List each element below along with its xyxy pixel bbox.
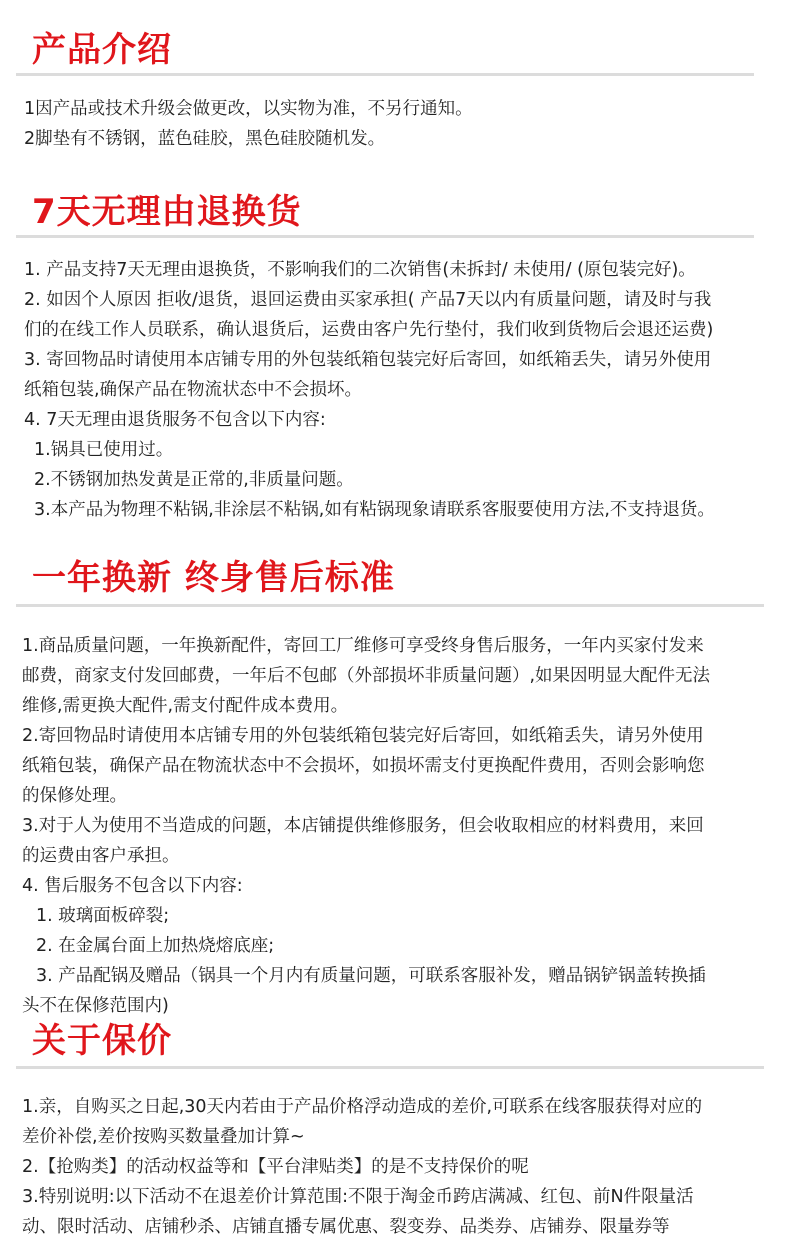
text-line: 4. 7天无理由退货服务不包含以下内容: [24, 410, 326, 430]
section-heading: 关于保价 [32, 1021, 172, 1061]
text-line: 们的在线工作人员联系，确认退货后，运费由客户先行垫付，我们收到货物后会退还运费) [24, 320, 714, 340]
text-line: 的保修处理。 [22, 786, 127, 806]
text-line: 1.亲，自购买之日起,30天内若由于产品价格浮动造成的差价,可联系在线客服获得对应的 [22, 1097, 703, 1117]
text-line: 2. 在金属台面上加热烧熔底座; [36, 936, 275, 956]
text-line: 3.特别说明:以下活动不在退差价计算范围:不限于淘金币跨店满减、红包、前N件限量活 [22, 1187, 694, 1207]
text-line: 纸箱包装，确保产品在物流状态中不会损坏，如损坏需支付更换配件费用，否则会影响您 [22, 756, 705, 776]
text-line: 差价补偿,差价按购买数量叠加计算~ [22, 1127, 305, 1147]
text-line: 1. 产品支持7天无理由退换货，不影响我们的二次销售(未拆封/ 未使用/ (原包装完好)。 [24, 260, 696, 280]
text-line: 1.商品质量问题，一年换新配件，寄回工厂维修可享受终身售后服务，一年内买家付发来 [22, 636, 704, 656]
section-divider [16, 73, 754, 76]
text-line: 纸箱包装,确保产品在物流状态中不会损坏。 [24, 380, 363, 400]
section-body [24, 94, 473, 154]
text-line: 2.不锈钢加热发黄是正常的,非质量问题。 [34, 470, 354, 490]
section-divider [16, 1066, 764, 1069]
section-body [22, 1092, 702, 1242]
text-line: 4. 售后服务不包含以下内容: [22, 876, 243, 896]
section-body [24, 255, 715, 525]
text-line: 2.寄回物品时请使用本店铺专用的外包装纸箱包装完好后寄回，如纸箱丢失，请另外使用 [22, 726, 704, 746]
text-line: 邮费，商家支付发回邮费，一年后不包邮（外部损坏非质量问题）,如果因明显大配件无法 [22, 666, 711, 686]
section-divider [16, 604, 764, 607]
text-line: 维修,需更换大配件,需支付配件成本费用。 [22, 696, 349, 716]
text-line: 头不在保修范围内) [22, 996, 169, 1016]
text-line: 1. 玻璃面板碎裂; [36, 906, 170, 926]
section-heading: 产品介绍 [32, 30, 172, 70]
text-line: 2脚垫有不锈钢，蓝色硅胶，黑色硅胶随机发。 [24, 129, 386, 149]
section-body [22, 631, 710, 1021]
text-line: 2. 如因个人原因 拒收/退货，退回运费由买家承担( 产品7天以内有质量问题，请及时与我 [24, 290, 712, 310]
text-line: 1因产品或技术升级会做更改，以实物为准，不另行通知。 [24, 99, 473, 119]
text-line: 的运费由客户承担。 [22, 846, 180, 866]
text-line: 3. 寄回物品时请使用本店铺专用的外包装纸箱包装完好后寄回，如纸箱丢失，请另外使用 [24, 350, 712, 370]
text-line: 3.对于人为使用不当造成的问题，本店铺提供维修服务，但会收取相应的材料费用，来回 [22, 816, 704, 836]
text-line: 3. 产品配锅及赠品（锅具一个月内有质量问题，可联系客服补发，赠品锅铲锅盖转换插 [36, 966, 706, 986]
section-heading: 一年换新 终身售后标准 [32, 558, 395, 598]
section-heading: 7天无理由退换货 [32, 192, 302, 232]
text-line: 动、限时活动、店铺秒杀、店铺直播专属优惠、裂变券、品类券、店铺券、限量券等 [22, 1217, 670, 1237]
text-line: 1.锅具已使用过。 [34, 440, 174, 460]
text-line: 2.【抢购类】的活动权益等和【平台津贴类】的是不支持保价的呢 [22, 1157, 529, 1177]
text-line: 3.本产品为物理不粘锅,非涂层不粘锅,如有粘锅现象请联系客服要使用方法,不支持退货。 [34, 500, 715, 520]
section-divider [16, 235, 754, 238]
